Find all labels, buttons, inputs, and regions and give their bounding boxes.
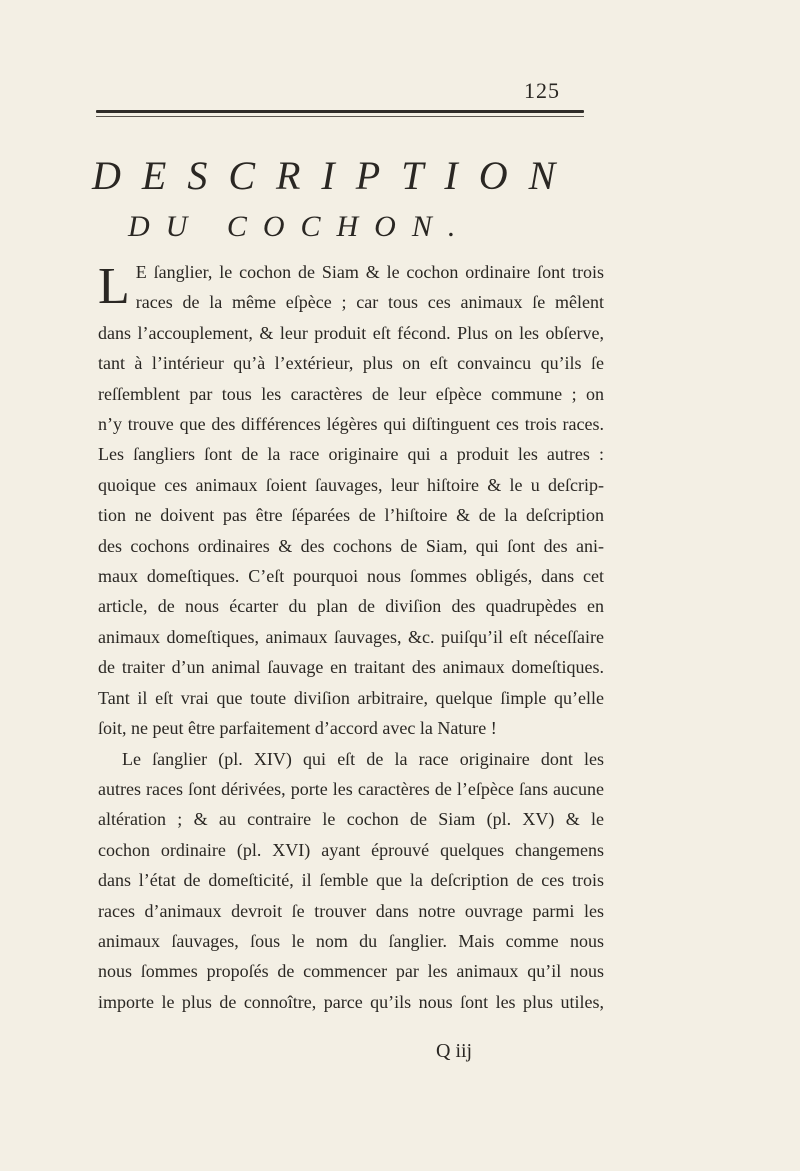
text-line: quoique ces animaux ſoient ſauvages, leur hiſtoire & le u deſcrip- (98, 474, 604, 495)
text-line: dans l’accouplement, & leur produit eſt fécond. Plus on les obſerve, (98, 322, 604, 343)
paragraph-2 (98, 744, 604, 1018)
text-line: autres races ſont dérivées, porte les caractères de l’eſpèce ſans aucune (98, 778, 604, 799)
text-line: dans l’état de domeſticité, il ſemble que la deſcription de ces trois (98, 870, 604, 891)
text-line: E ſanglier, le cochon de Siam & le cochon ordinaire ſont trois (135, 262, 604, 282)
text-line: reſſemblent par tous les caractères de leur eſpèce commune ; on (98, 383, 604, 404)
paragraph-1 (98, 257, 604, 744)
text-line: Le ſanglier (pl. XIV) qui eſt de la race originaire dont les (122, 748, 604, 769)
text-line: article, de nous écarter du plan de diviſion des quadrupèdes en (98, 596, 604, 617)
signature-mark: Q iij (436, 1040, 473, 1062)
drop-cap: L (98, 258, 130, 315)
page-number: 125 (524, 78, 560, 103)
text-line: de traiter d’un animal ſauvage en traitant des animaux domeſtiques. (98, 657, 604, 678)
text-line: races d’animaux devroit ſe trouver dans notre ouvrage parmi les (98, 900, 604, 921)
body-text (98, 257, 604, 1017)
text-line: animaux ſauvages, ſous le nom du ſanglier. Mais comme nous (98, 930, 604, 951)
text-line: altération ; & au contraire le cochon de Siam (pl. XV) & le (98, 809, 604, 830)
text-line: Les ſangliers ſont de la race originaire qui a produit les autres : (98, 444, 604, 465)
header-rule (96, 110, 584, 113)
text-line: tion ne doivent pas être ſéparées de l’hiſtoire & de la deſcription (98, 505, 604, 526)
text-line: animaux domeſtiques, animaux ſauvages, &c. puiſqu’il eſt néceſſaire (98, 626, 604, 647)
text-line: des cochons ordinaires & des cochons de Siam, qui ſont des ani- (98, 535, 604, 556)
text-line: maux domeſtiques. C’eſt pourquoi nous ſommes obligés, dans cet (98, 566, 604, 587)
page-subtitle: DU COCHON. (128, 210, 472, 243)
text-line: importe le plus de connoître, parce qu’ils nous ſont les plus utiles, (98, 991, 604, 1012)
text-line: Tant il eſt vrai que toute diviſion arbitraire, quelque ſimple qu’elle (98, 687, 604, 708)
text-line: ſoit, ne peut être parfaitement d’accord avec la Nature ! (98, 718, 497, 739)
text-line: tant à l’intérieur qu’à l’extérieur, plus on eſt convaincu qu’ils ſe (98, 353, 604, 374)
text-line: n’y trouve que des différences légères qui diſtinguent ces trois races. (98, 414, 604, 435)
text-line: races de la même eſpèce ; car tous ces animaux ſe mêlent (135, 292, 604, 313)
page-title: DESCRIPTION (92, 153, 577, 198)
text-line: cochon ordinaire (pl. XVI) ayant éprouvé quelques changemens (98, 839, 604, 860)
text-line: nous ſommes propoſés de commencer par les animaux qu’il nous (98, 961, 604, 982)
